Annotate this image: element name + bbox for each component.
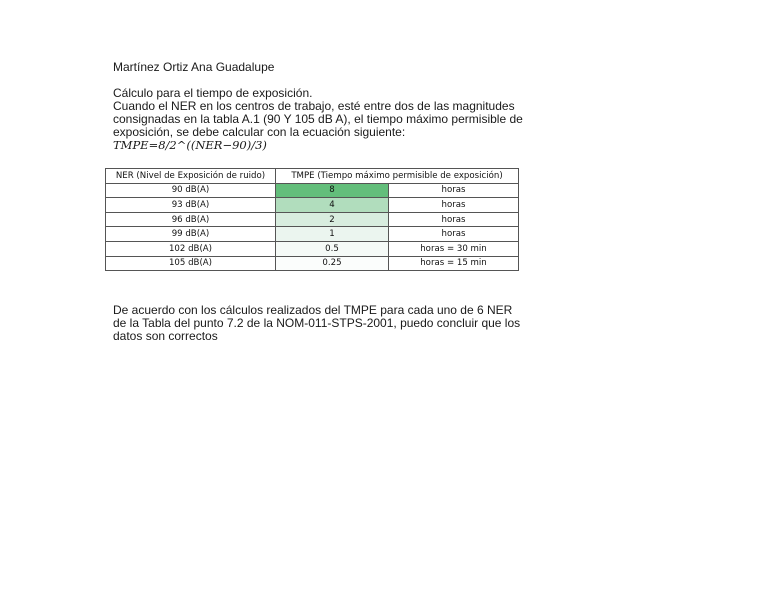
tmpe-value-cell: 2 [276,212,389,227]
unit-cell: horas [389,183,519,198]
unit-cell: horas = 30 min [389,241,519,256]
author-name: Martínez Ortiz Ana Guadalupe [113,60,275,74]
ner-tmpe-table [105,168,519,271]
tmpe-value-cell: 0.5 [276,241,389,256]
table-body [106,183,519,271]
intro-line-2: consignadas en la tabla A.1 (90 Y 105 dB A), el tiempo máximo permisible de [113,112,523,126]
intro-line-3: exposición, se debe calcular con la ecuación siguiente: [113,125,406,139]
table-row [106,183,519,198]
table-row [106,241,519,256]
table-row [106,256,519,271]
table-row [106,212,519,227]
unit-cell: horas = 15 min [389,256,519,271]
header-ner: NER (Nivel de Exposición de ruido) [106,169,276,184]
tmpe-value-cell: 0.25 [276,256,389,271]
conclusion-line-2: de la Tabla del punto 7.2 de la NOM-011-STPS-2001, puedo concluir que los [113,316,521,330]
table-row [106,198,519,213]
ner-cell: 105 dB(A) [106,256,276,271]
unit-cell: horas [389,198,519,213]
unit-cell: horas [389,227,519,242]
tmpe-value-cell: 4 [276,198,389,213]
table-row [106,227,519,242]
intro-line-1: Cuando el NER en los centros de trabajo, esté entre dos de las magnitudes [113,99,515,113]
ner-cell: 90 dB(A) [106,183,276,198]
header-tmpe: TMPE (Tiempo máximo permisible de exposición) [276,169,519,184]
conclusion-line-1: De acuerdo con los cálculos realizados del TMPE para cada uno de 6 NER [113,303,513,317]
ner-cell: 99 dB(A) [106,227,276,242]
ner-cell: 102 dB(A) [106,241,276,256]
intro-heading: Cálculo para el tiempo de exposición. [113,86,313,100]
table-header-row [106,169,519,184]
conclusion-line-3: datos son correctos [113,329,218,343]
ner-cell: 93 dB(A) [106,198,276,213]
intro-paragraph [113,87,523,152]
tmpe-value-cell: 1 [276,227,389,242]
tmpe-value-cell: 8 [276,183,389,198]
tmpe-formula: 𝑇𝑀𝑃𝐸=8/2^((𝑁𝐸𝑅−90)/3) [113,138,267,152]
ner-cell: 96 dB(A) [106,212,276,227]
unit-cell: horas [389,212,519,227]
conclusion-paragraph [113,304,523,343]
